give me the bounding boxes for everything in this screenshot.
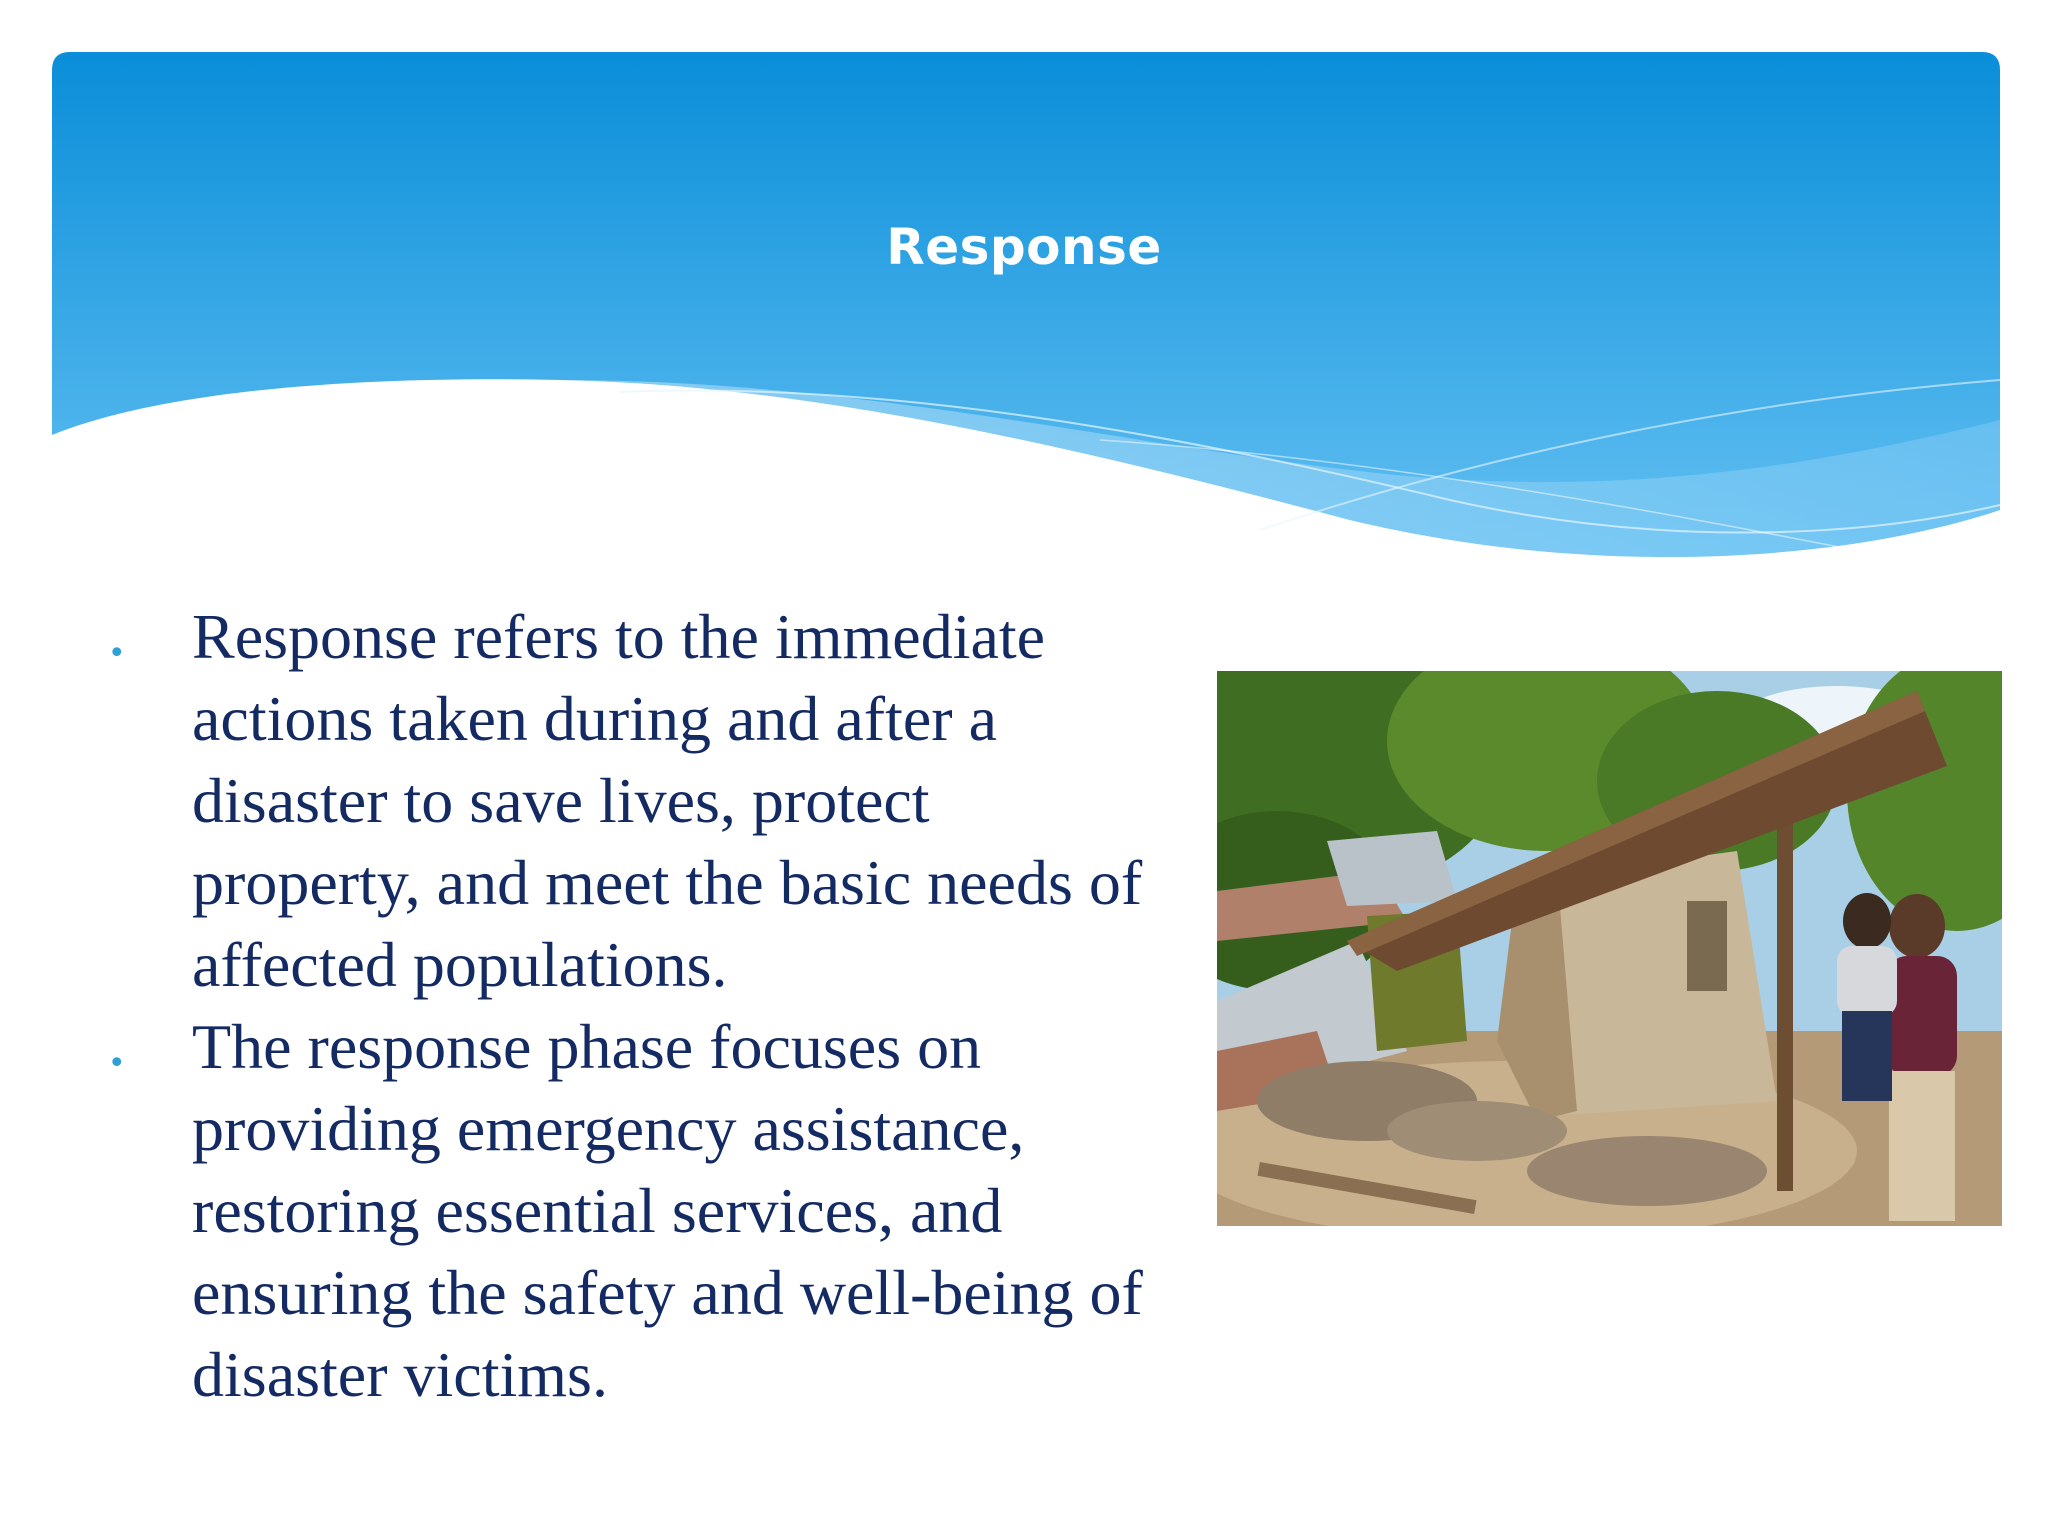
bullet-item-1	[110, 596, 1170, 1006]
bullet-item-2	[110, 1006, 1170, 1416]
collapsed-house-illustration	[1217, 671, 2002, 1226]
bullet-marker: .	[110, 1017, 124, 1077]
bullet-marker: .	[110, 607, 124, 667]
bullet-list	[110, 596, 1170, 1416]
bullet-text-2: The response phase focuses on providing emergency assistance, restoring essential services, and ensuring the safety and well-being of disaster victims.	[192, 1011, 1143, 1410]
bullet-text-1: Response refers to the immediate actions taken during and after a disaster to save lives, protect property, and meet the basic needs of affected populations.	[192, 601, 1143, 1000]
slide-title: Response	[886, 218, 1162, 276]
header-banner	[0, 0, 2048, 600]
disaster-photo	[1217, 671, 2002, 1226]
